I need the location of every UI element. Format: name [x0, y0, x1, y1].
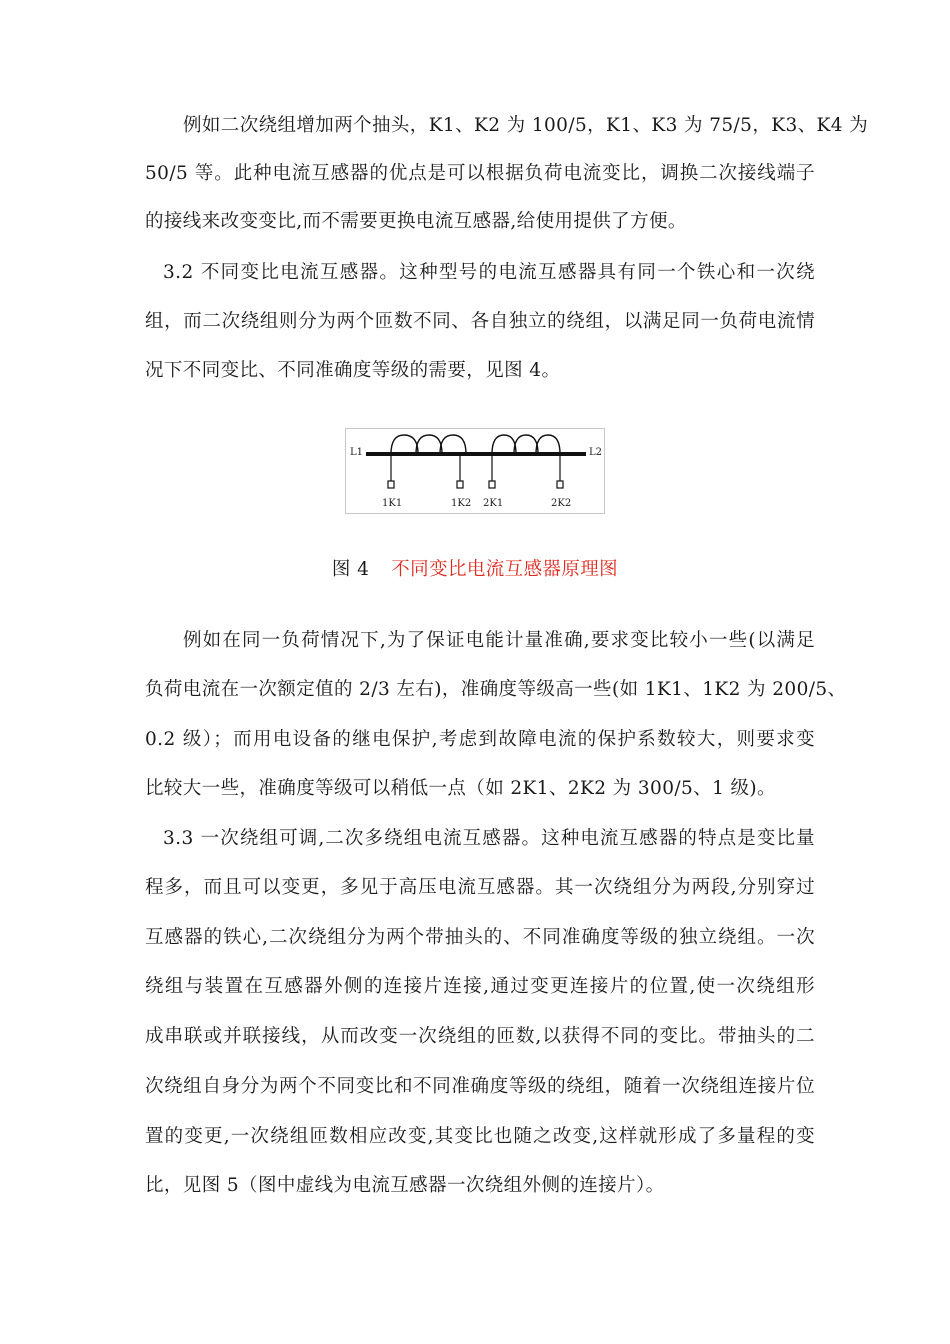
winding-2: [492, 435, 560, 454]
terminal-label: 2K1: [483, 498, 504, 509]
terminal-leads: [388, 454, 563, 488]
paragraph-line: 例如在同一负荷情况下,为了保证电能计量准确,要求变比较小一些(以满足: [183, 630, 815, 651]
left-terminal-label: L1: [350, 447, 364, 458]
paragraph-line: 绕组与装置在互感器外侧的连接片连接,通过变更连接片的位置,使一次绕组形: [145, 976, 815, 997]
paragraph-line: 互感器的铁心,二次绕组分为两个带抽头的、不同准确度等级的独立绕组。一次: [145, 927, 815, 948]
paragraph-line: 的接线来改变变比,而不需要更换电流互感器,给使用提供了方便。: [145, 211, 687, 232]
paragraph-line: 比，见图 5（图中虚线为电流互感器一次绕组外侧的连接片）。: [145, 1175, 665, 1196]
terminal-label: 1K2: [451, 498, 472, 509]
paragraph-line: 次绕组自身分为两个不同变比和不同准确度等级的绕组，随着一次绕组连接片位: [145, 1076, 815, 1097]
figure-4-diagram: [345, 428, 605, 514]
paragraph-line: 况下不同变比、不同准确度等级的需要，见图 4。: [145, 360, 561, 381]
figure-caption: [0, 555, 950, 581]
terminal-label: 1K1: [382, 498, 403, 509]
paragraph-line: 例如二次绕组增加两个抽头，K1、K2 为 100/5，K1、K3 为 75/5，K3、K4 为: [183, 115, 869, 136]
paragraph-line: 组，而二次绕组则分为两个匝数不同、各自独立的绕组，以满足同一负荷电流情: [145, 311, 815, 332]
paragraph-line: 置的变更,一次绕组匝数相应改变,其变比也随之改变,这样就形成了多量程的变: [145, 1126, 815, 1147]
paragraph-line: 程多，而且可以变更，多见于高压电流互感器。其一次绕组分为两段,分别穿过: [145, 877, 815, 898]
paragraph-line: 比较大一些，准确度等级可以稍低一点（如 2K1、2K2 为 300/5、1 级)。: [145, 778, 776, 799]
caption-title: 不同变比电流互感器原理图: [391, 559, 619, 580]
section-heading-line: 3.2 不同变比电流互感器。这种型号的电流互感器具有同一个铁心和一次绕: [163, 262, 815, 283]
paragraph-line: 0.2 级）；而用电设备的继电保护,考虑到故障电流的保护系数较大，则要求变: [145, 729, 815, 750]
winding-1: [391, 435, 466, 454]
caption-number: 图 4: [331, 559, 370, 580]
transformer-schematic: [346, 429, 604, 513]
paragraph-line: 负荷电流在一次额定值的 2/3 左右)，准确度等级高一些(如 1K1、1K2 为 200/5、: [145, 679, 847, 700]
right-terminal-label: L2: [589, 447, 603, 458]
terminal-label: 2K2: [551, 498, 572, 509]
paragraph-line: 50/5 等。此种电流互感器的优点是可以根据负荷电流变比，调换二次接线端子: [145, 163, 815, 184]
paragraph-line: 成串联或并联接线，从而改变一次绕组的匝数,以获得不同的变比。带抽头的二: [145, 1026, 815, 1047]
section-heading-line: 3.3 一次绕组可调,二次多绕组电流互感器。这种电流互感器的特点是变比量: [163, 828, 815, 849]
